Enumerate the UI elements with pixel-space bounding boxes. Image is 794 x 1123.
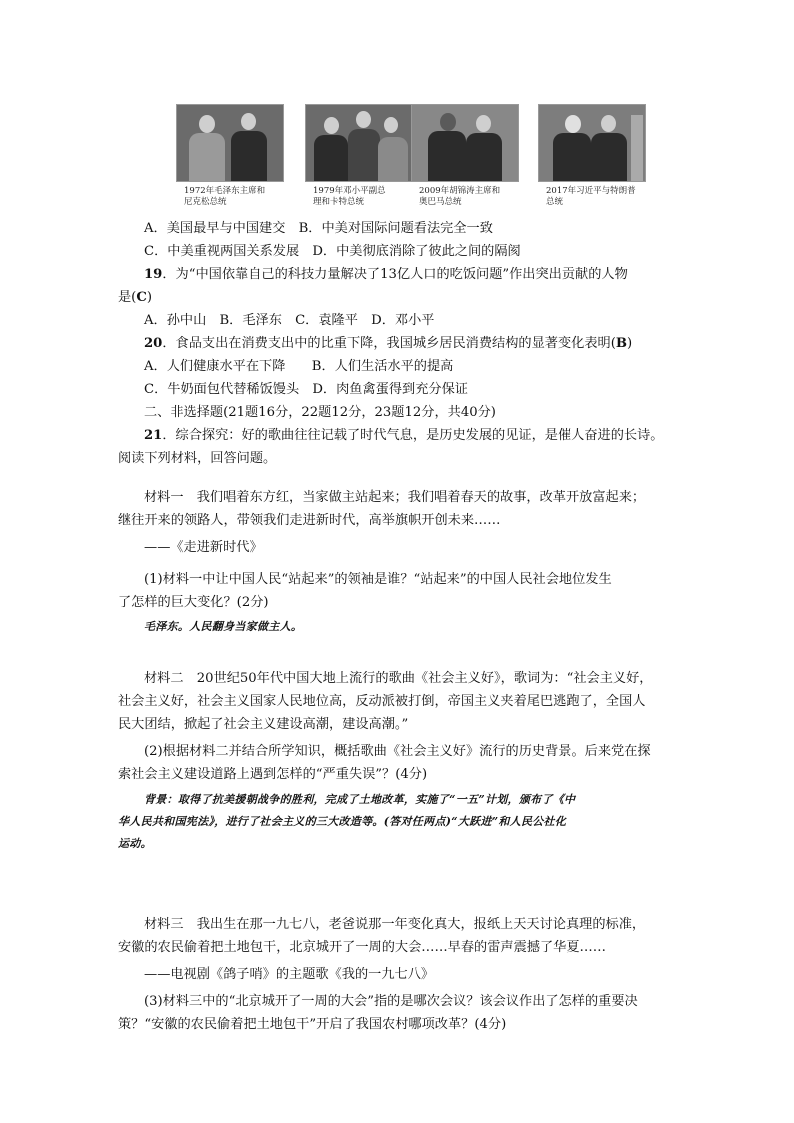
answer-b: B	[615, 336, 628, 351]
q19-options: A．孙中山 B．毛泽东 C．袁隆平 D．邓小平	[144, 313, 435, 328]
q20-stem: 20．食品支出在消费支出中的比重下降，我国城乡居民消费结构的显著变化表明(B)	[144, 336, 633, 351]
photo-1972	[176, 104, 282, 208]
photo-image	[305, 104, 413, 182]
material-1-line-1: 材料一 我们唱着东方红，当家做主站起来；我们唱着春天的故事，改革开放富起来；	[144, 490, 646, 505]
material-3-line-2: 安徽的农民偷着把土地包干，北京城开了一周的大会……早春的雷声震撼了华夏……	[118, 940, 606, 955]
q21-1-line-1: (1)材料一中让中国人民“站起来”的领袖是谁？“站起来”的中国人民社会地位发生	[144, 572, 612, 587]
answer-1: 毛泽东。人民翻身当家做主人。	[144, 620, 303, 633]
q18-options-1: A．美国最早与中国建交 B．中美对国际问题看法完全一致	[144, 221, 493, 236]
answer-2-line-2: 华人民共和国宪法》，进行了社会主义的三大改造等。(答对任两点)“大跃进”和人民公社化	[118, 815, 567, 828]
photo-image	[411, 104, 519, 182]
q21-intro-2: 阅读下列材料，回答问题。	[118, 451, 277, 466]
material-2-line-2: 社会主义好，社会主义国家人民地位高，反动派被打倒，帝国主义夹着尾巴逃跑了，全国人	[118, 694, 646, 709]
photo-image	[176, 104, 284, 182]
answer-2-line-3: 运动。	[118, 837, 152, 850]
q21-1-line-2: 了怎样的巨大变化？(2分)	[118, 595, 269, 610]
question-number: 20	[144, 336, 163, 351]
q19-stem-1: 19．为“中国依靠自己的科技力量解决了13亿人口的吃饭问题”作出突出贡献的人物	[144, 267, 628, 282]
photo-2017	[538, 104, 644, 208]
q19-stem-2: 是(C)	[118, 290, 152, 305]
material-3-line-1: 材料三 我出生在那一九七八，老爸说那一年变化真大，报纸上天天讨论真理的标准，	[144, 917, 646, 932]
material-2-line-3: 民大团结，掀起了社会主义建设高潮，建设高潮。”	[118, 717, 409, 732]
answer-c: C	[136, 290, 147, 305]
photo-caption: 1972年毛泽东主席和 尼克松总统	[184, 186, 266, 207]
material-2-line-1: 材料二 20世纪50年代中国大地上流行的歌曲《社会主义好》，歌词为：“社会主义好，	[144, 671, 653, 686]
answer-2-line-1: 背景：取得了抗美援朝战争的胜利，完成了土地改革，实施了“一五”计划，颁布了《中	[144, 793, 576, 806]
photo-1979	[305, 104, 411, 208]
photo-caption: 1979年邓小平副总 理和卡特总统	[313, 186, 386, 207]
photo-caption: 2009年胡锦涛主席和 奥巴马总统	[419, 186, 501, 207]
section-heading: 二、非选择题(21题16分，22题12分，23题12分，共40分)	[144, 405, 496, 420]
q21-3-line-2: 策？“安徽的农民偷着把土地包干”开启了我国农村哪项改革？(4分)	[118, 1017, 507, 1032]
material-1-source: ——《走进新时代》	[144, 540, 263, 555]
q21-2-line-2: 索社会主义建设道路上遇到怎样的“严重失误”？(4分)	[118, 767, 428, 782]
material-1-line-2: 继往开来的领路人，带领我们走进新时代，高举旗帜开创未来……	[118, 513, 501, 528]
photo-caption: 2017年习近平与特朗普 总统	[546, 186, 636, 207]
q21-intro-1: 21．综合探究：好的歌曲往往记载了时代气息，是历史发展的见证，是催人奋进的长诗。	[144, 428, 664, 443]
q18-options-2: C．中美重视两国关系发展 D．中美彻底消除了彼此之间的隔阂	[144, 244, 521, 259]
photo-image	[538, 104, 646, 182]
q21-2-line-1: (2)根据材料二并结合所学知识，概括歌曲《社会主义好》流行的历史背景。后来党在探	[144, 744, 651, 759]
q21-3-line-1: (3)材料三中的“北京城开了一周的大会”指的是哪次会议？该会议作出了怎样的重要决	[144, 994, 638, 1009]
q20-options-1: A．人们健康水平在下降 B．人们生活水平的提高	[144, 359, 454, 374]
question-number: 19	[144, 267, 163, 282]
photo-2009	[411, 104, 517, 208]
question-number: 21	[144, 428, 163, 443]
material-3-source: ——电视剧《鸽子哨》的主题歌《我的一九七八》	[144, 967, 435, 982]
photo-strip	[176, 104, 646, 214]
q20-options-2: C．牛奶面包代替稀饭馒头 D．肉鱼禽蛋得到充分保证	[144, 382, 468, 397]
